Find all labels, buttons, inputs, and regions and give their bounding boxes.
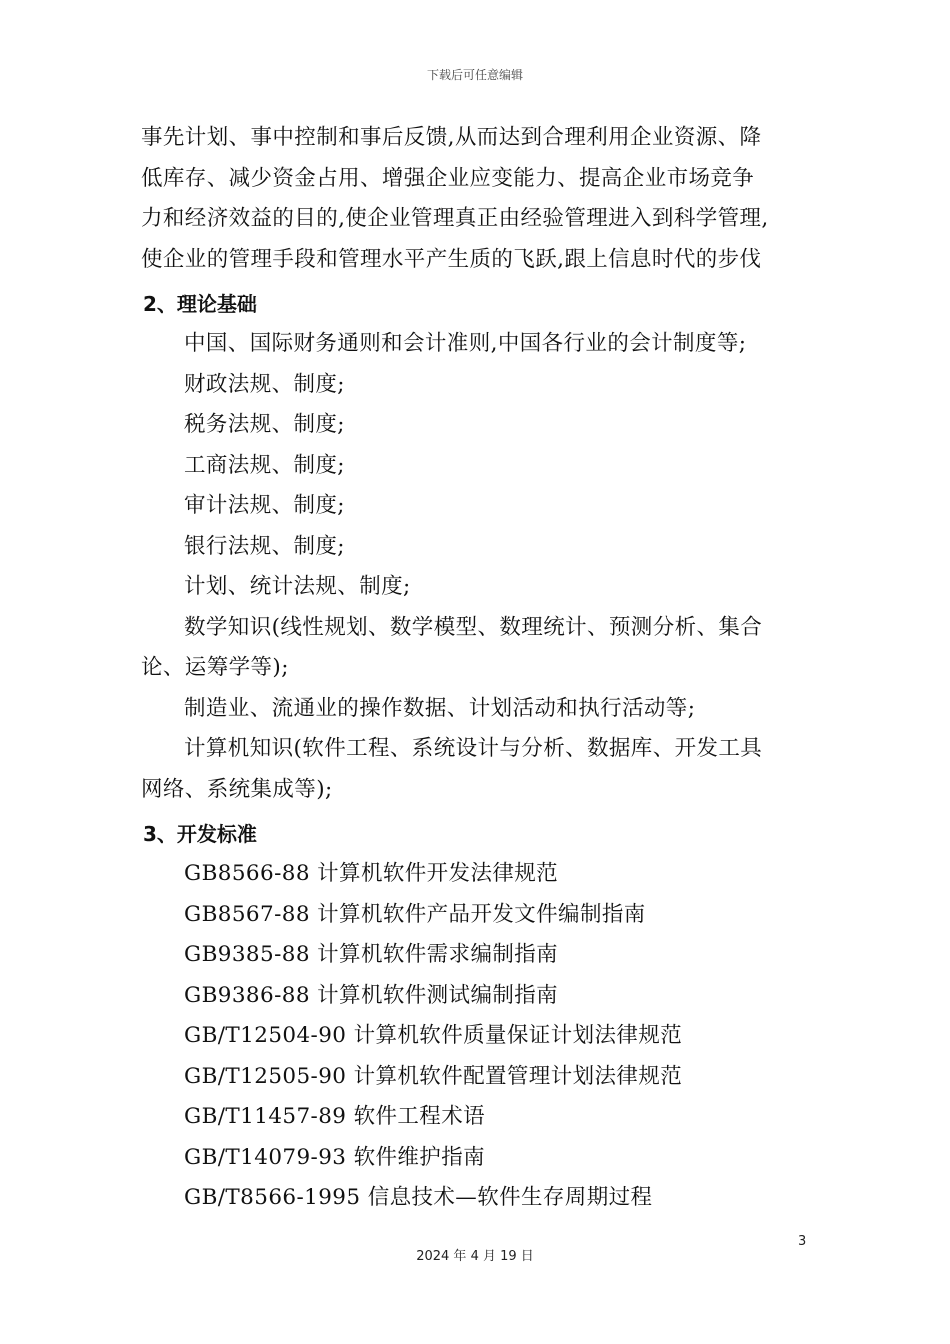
list-item: GB9386-88 计算机软件测试编制指南 bbox=[184, 982, 559, 1008]
section-heading-standards: 3、开发标准 bbox=[143, 822, 257, 846]
list-item: 计算机知识(软件工程、系统设计与分析、数据库、开发工具 bbox=[184, 736, 763, 761]
text-line: 低库存、减少资金占用、增强企业应变能力、提高企业市场竞争 bbox=[141, 165, 755, 191]
text-line: 使企业的管理手段和管理水平产生质的飞跃,跟上信息时代的步伐 bbox=[141, 246, 762, 272]
list-item: 税务法规、制度; bbox=[184, 412, 345, 437]
list-item: 银行法规、制度; bbox=[184, 533, 345, 559]
theory-list bbox=[141, 324, 821, 810]
list-item: 审计法规、制度; bbox=[184, 493, 345, 518]
section-heading-theory: 2、理论基础 bbox=[143, 292, 257, 316]
page-header: 下载后可任意编辑 bbox=[426, 68, 523, 82]
list-item: 工商法规、制度; bbox=[184, 452, 345, 478]
list-item: GB8566-88 计算机软件开发法律规范 bbox=[184, 861, 559, 886]
list-item: 财政法规、制度; bbox=[184, 371, 345, 397]
list-item: GB/T12505-90 计算机软件配置管理计划法律规范 bbox=[184, 1063, 683, 1089]
list-item-continuation: 论、运筹学等); bbox=[141, 655, 289, 680]
list-item: GB/T8566-1995 信息技术—软件生存周期过程 bbox=[184, 1185, 653, 1210]
list-item: 制造业、流通业的操作数据、计划活动和执行活动等; bbox=[184, 695, 696, 721]
list-item-continuation: 网络、系统集成等); bbox=[141, 776, 333, 802]
paragraph-intro bbox=[141, 118, 821, 280]
text-line: 事先计划、事中控制和事后反馈,从而达到合理利用企业资源、降 bbox=[141, 125, 762, 150]
list-item: 计划、统计法规、制度; bbox=[184, 574, 411, 599]
list-item: 中国、国际财务通则和会计准则,中国各行业的会计制度等; bbox=[184, 331, 747, 356]
list-item: GB/T12504-90 计算机软件质量保证计划法律规范 bbox=[184, 1023, 683, 1048]
list-item: GB9385-88 计算机软件需求编制指南 bbox=[184, 942, 559, 967]
text-line: 力和经济效益的目的,使企业管理真正由经验管理进入到科学管理, bbox=[141, 206, 769, 231]
page-footer-date: 2024 年 4 月 19 日 bbox=[416, 1249, 534, 1264]
standards-list bbox=[141, 854, 821, 1219]
list-item: GB/T11457-89 软件工程术语 bbox=[184, 1104, 486, 1129]
page-number: 3 bbox=[798, 1234, 807, 1249]
list-item: GB8567-88 计算机软件产品开发文件编制指南 bbox=[184, 901, 646, 927]
list-item: 数学知识(线性规划、数学模型、数理统计、预测分析、集合 bbox=[184, 614, 763, 640]
list-item: GB/T14079-93 软件维护指南 bbox=[184, 1144, 486, 1170]
document-body bbox=[141, 118, 821, 1219]
